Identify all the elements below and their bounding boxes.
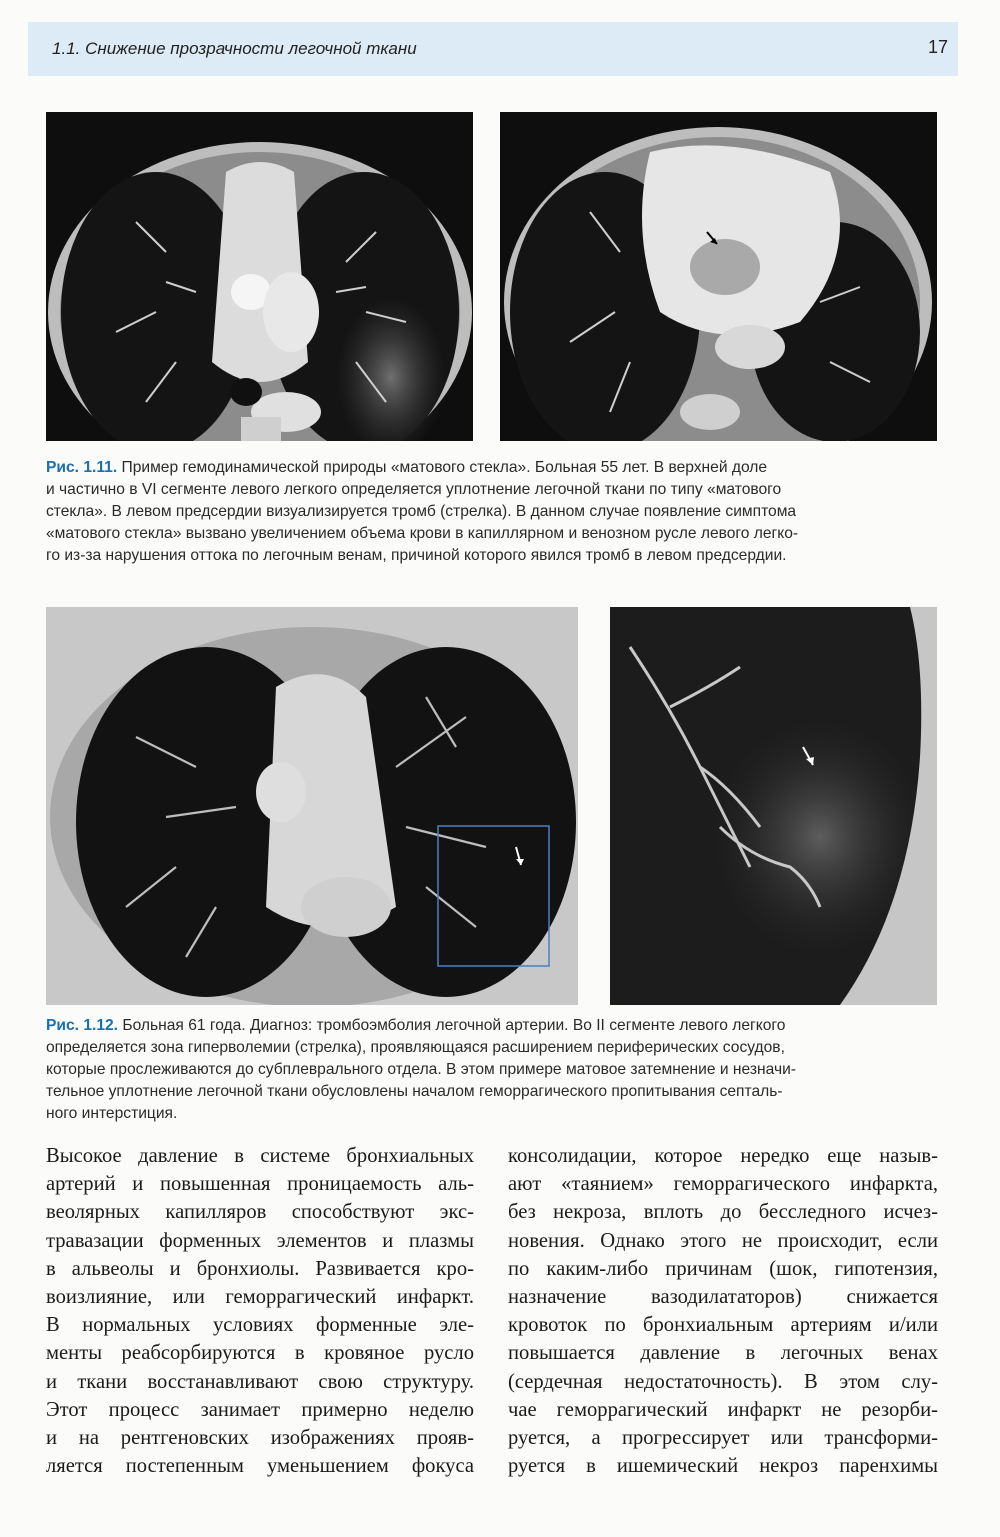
figure-1-12-caption: Рис. 1.12. Больная 61 года. Диагноз: тромбоэмболия легочной артерии. Во II сегменте левого легкого определяется зона гиперволемии (стрелка), проявляющаяся расширением периферических сосудов, которые прослеживаются до субплеврального отдела. В этом примере матовое затемнение и незначи- тельное уплотнение легочной ткани обусловлены началом геморрагического пропитывания септаль- ного интерстиция. <box>46 1017 796 1122</box>
figure-1-12-label: Рис. 1.12. <box>46 1017 119 1034</box>
body-text-left-column: Высокое давление в системе бронхиальных артерий и повышенная проницаемость аль- веолярных капилляров способствуют экс- травазации форменных элементов и плазмы в альвеолы и бронхиолы. Развивается кро- воизлияние, или геморрагический инфаркт. В нормальных условиях форменные эле- менты реабсорбируются в кровяное русло и ткани восстанавливают свою структуру. Этот процесс занимает примерно неделю и на рентгеновских изображениях прояв- ляется постепенным уменьшением фокуса <box>46 1145 474 1478</box>
ct-image-1-12-left <box>46 607 578 1005</box>
ct-image-1-11-right <box>500 112 937 441</box>
body-text-right-column: консолидации, которое нередко еще назыв- ают «таянием» геморрагического инфаркта, без некроза, вплоть до бесследного исчез- новения. Однако этого не происходит, если по каким-либо причинам (шок, гипотензия, назначение вазодилататоров) снижается кровоток по бронхиальным артериям и/или повышается давление в легочных венах (сердечная недостаточность). В этом слу- чае геморрагический инфаркт не резорби- руется, а прогрессирует или трансформи- руется в ишемический некроз паренхимы <box>508 1145 938 1478</box>
figure-1-11-label: Рис. 1.11. <box>46 459 118 476</box>
running-title: 1.1. Снижение прозрачности легочной ткани <box>52 39 417 58</box>
ct-image-1-12-zoom <box>610 607 937 1005</box>
ct-image-1-11-left <box>46 112 473 441</box>
page-number: 17 <box>927 37 948 57</box>
figure-1-11-caption: Рис. 1.11. Пример гемодинамической природы «матового стекла». Больная 55 лет. В верхней доле и частично в VI сегменте левого легкого определяется уплотнение легочной ткани по типу «матового стекла». В левом предсердии визуализируется тромб (стрелка). В данном случае появление симптома «матового стекла» вызвано увеличением объема крови в капиллярном и венозном русле левого легко- го из-за нарушения оттока по легочным венам, причиной которого явился тромб в левом предсердии. <box>46 459 799 564</box>
running-header <box>28 22 958 76</box>
